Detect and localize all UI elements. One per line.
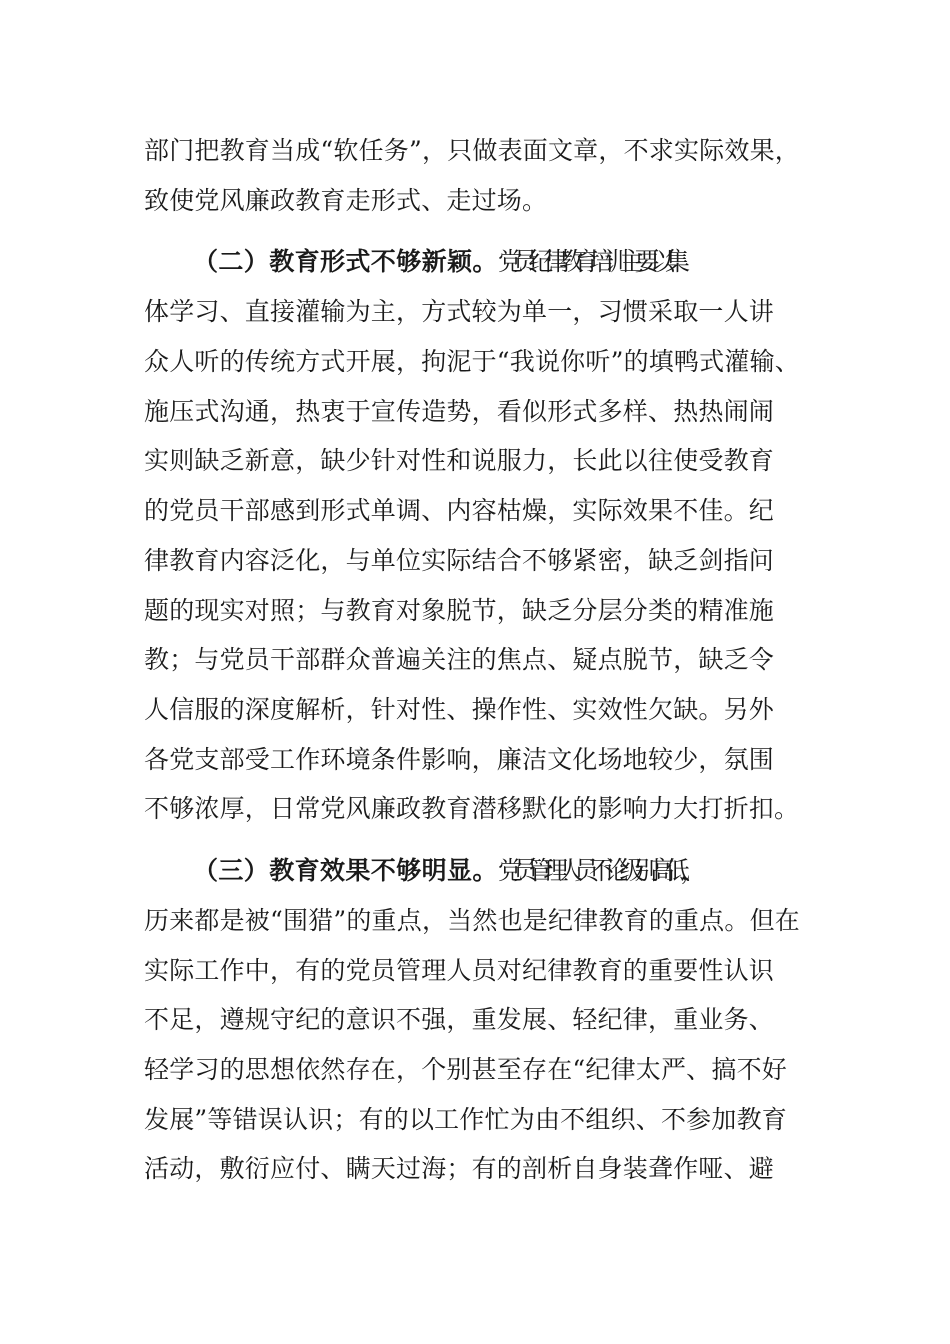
paragraph-2-line: 题的现实对照；与教育对象脱节，缺乏分层分类的精准施 bbox=[144, 596, 775, 625]
paragraph-2-line: 实则缺乏新意，缺少针对性和说服力，长此以往使受教育 bbox=[144, 446, 775, 475]
paragraph-2-line: 不够浓厚，日常党风廉政教育潜移默化的影响力大打折扣。 bbox=[144, 794, 800, 823]
paragraph-1-line-1: 部门把教育当成“软任务”，只做表面文章，不求实际效果， bbox=[144, 136, 800, 165]
paragraph-2-line: 律教育内容泛化，与单位实际结合不够紧密，缺乏剑指问 bbox=[144, 546, 775, 575]
section-heading-3: （三）教育效果不够明显。 bbox=[193, 856, 498, 885]
paragraph-3-line: 实际工作中，有的党员管理人员对纪律教育的重要性认识 bbox=[144, 956, 775, 985]
paragraph-2-line: 各党支部受工作环境条件影响，廉洁文化场地较少，氛围 bbox=[144, 745, 775, 774]
paragraph-2-line: 众人听的传统方式开展，拘泥于“我说你听”的填鸭式灌输、 bbox=[144, 347, 800, 376]
paragraph-3-first-line-text: 党员管理人员不论级别高低， bbox=[497, 856, 696, 885]
paragraph-2-line: 体学习、直接灌输为主，方式较为单一，习惯采取一人讲 bbox=[144, 297, 775, 326]
paragraph-2-line: 教；与党员干部群众普遍关注的焦点、疑点脱节，缺乏令 bbox=[144, 645, 775, 674]
paragraph-3-line: 历来都是被“围猎”的重点，当然也是纪律教育的重点。但在 bbox=[144, 906, 800, 935]
paragraph-3-first-line bbox=[193, 846, 883, 896]
paragraph-2-line: 的党员干部感到形式单调、内容枯燥，实际效果不佳。纪 bbox=[144, 496, 775, 525]
paragraph-2-first-line bbox=[193, 237, 883, 287]
paragraph-3-line: 活动，敷衍应付、瞒天过海；有的剖析自身装聋作哑、避 bbox=[144, 1154, 775, 1183]
paragraph-2-line: 施压式沟通，热衷于宣传造势，看似形式多样、热热闹闹 bbox=[144, 397, 775, 426]
paragraph-3-line: 发展”等错误认识；有的以工作忙为由不组织、不参加教育 bbox=[144, 1105, 787, 1134]
paragraph-3-line: 轻学习的思想依然存在，个别甚至存在“纪律太严、搞不好 bbox=[144, 1055, 787, 1084]
paragraph-1-line-2: 致使党风廉政教育走形式、走过场。 bbox=[144, 186, 548, 215]
paragraph-2-line: 人信服的深度解析，针对性、操作性、实效性欠缺。另外 bbox=[144, 695, 775, 724]
section-heading-2: （二）教育形式不够新颖。 bbox=[193, 247, 498, 276]
paragraph-3-line: 不足，遵规守纪的意识不强，重发展、轻纪律，重业务、 bbox=[144, 1005, 775, 1034]
paragraph-2-first-line-text: 党员纪律教育培训主要以集 bbox=[497, 247, 681, 276]
